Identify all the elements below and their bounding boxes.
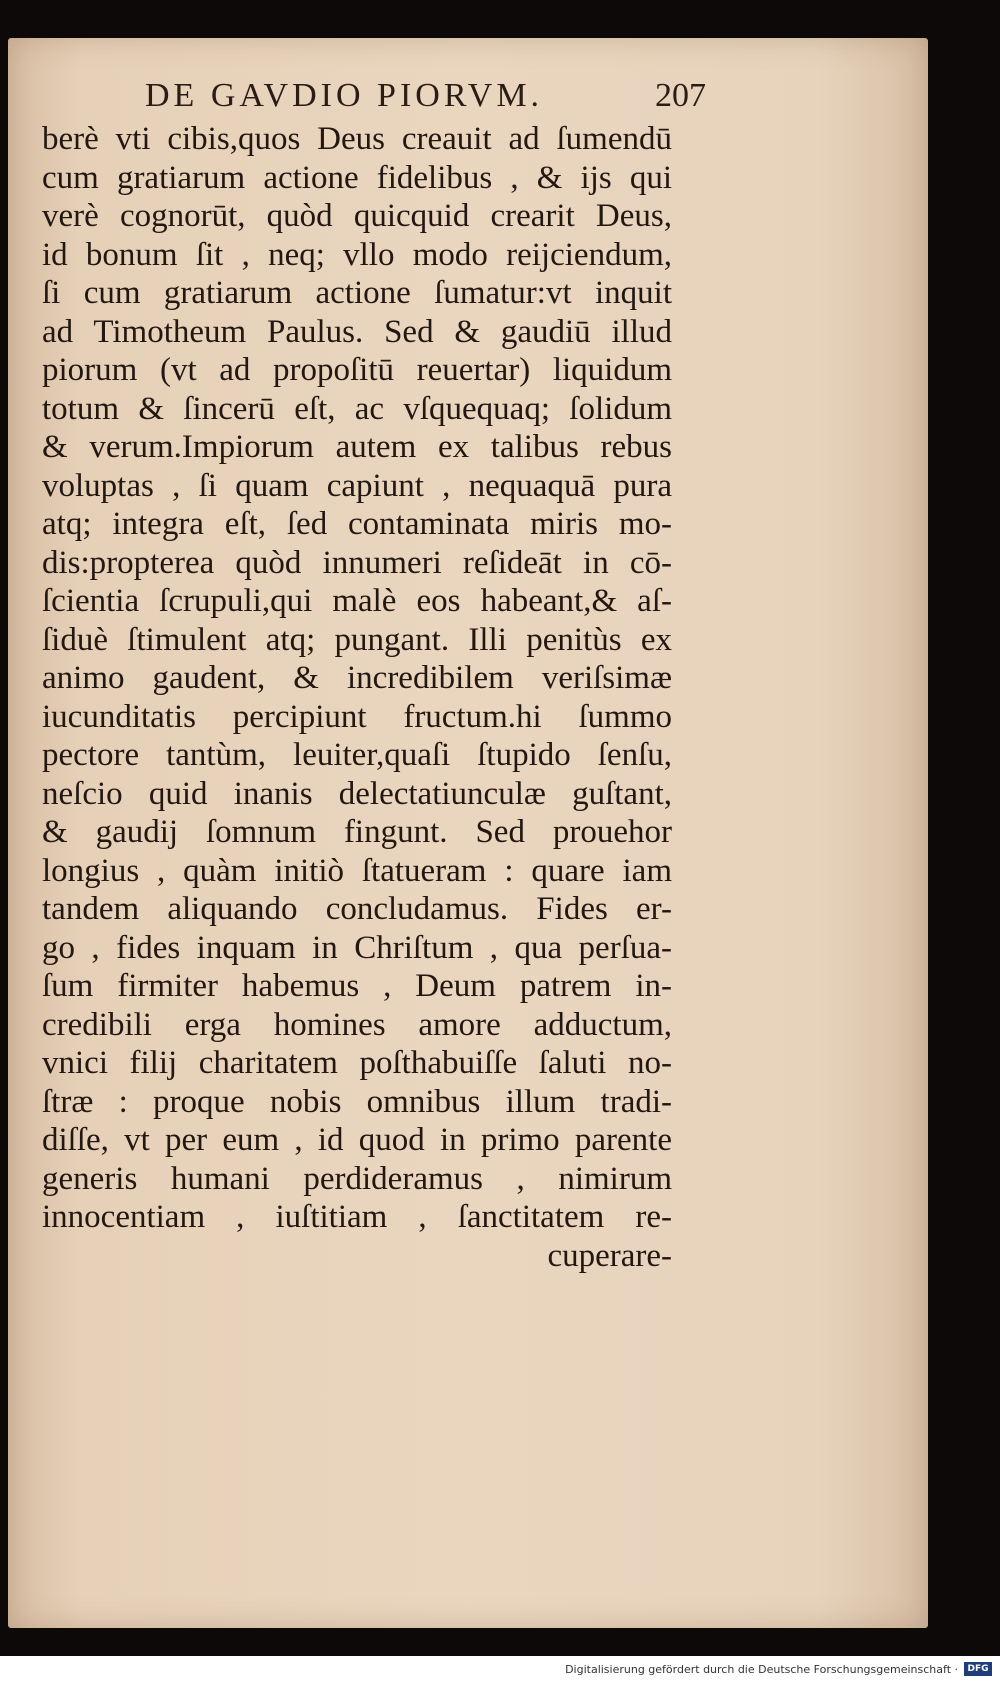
text-line: credibili erga homines amore adductum, xyxy=(42,1006,672,1043)
text-line: generis humani perdideramus , nimirum xyxy=(42,1160,672,1197)
running-head: DE GAVDIO PIORVM. xyxy=(145,77,544,114)
text-line: ſiduè ſtimulent atq; pungant. Illi penitùs ex xyxy=(42,621,672,658)
text-line: id bonum ſit , neq; vllo modo reijciendum, xyxy=(42,236,672,273)
catchword: cuperare- xyxy=(547,1237,672,1274)
text-line: voluptas , ſi quam capiunt , nequaquā pura xyxy=(42,467,672,504)
text-line: animo gaudent, & incredibilem veriſsimæ xyxy=(42,660,672,696)
text-line: atq; integra eſt, ſed contaminata miris mo- xyxy=(42,506,672,542)
text-line: vnici filij charitatem poſthabuiſſe ſaluti no- xyxy=(42,1045,672,1081)
text-line: diſſe, vt per eum , id quod in primo parente xyxy=(42,1122,672,1158)
body-text xyxy=(42,120,672,1275)
dfg-logo-icon: DFG xyxy=(964,1662,992,1676)
text-line: ad Timotheum Paulus. Sed & gaudiū illud xyxy=(42,313,672,350)
footer-bar xyxy=(0,1656,1000,1684)
text-line: ſcientia ſcrupuli,qui malè eos habeant,& aſ- xyxy=(42,583,672,619)
text-line: & verum.Impiorum autem ex talibus rebus xyxy=(42,429,672,465)
text-line: ſtræ : proque nobis omnibus illum tradi- xyxy=(42,1083,672,1120)
page-number: 207 xyxy=(655,77,706,114)
text-line: cum gratiarum actione fidelibus , & ijs qui xyxy=(42,159,672,196)
text-line: longius , quàm initiò ſtatueram : quare iam xyxy=(42,852,672,889)
text-line: iucunditatis percipiunt fructum.hi ſummo xyxy=(42,698,672,735)
text-line: piorum (vt ad propoſitū reuertar) liquidum xyxy=(42,352,672,388)
text-line: verè cognorūt, quòd quicquid crearit Deus, xyxy=(42,198,672,234)
text-line: berè vti cibis,quos Deus creauit ad ſumendū xyxy=(42,121,672,157)
text-line: pectore tantùm, leuiter,quaſi ſtupido ſenſu, xyxy=(42,737,672,773)
text-line: innocentiam , iuſtitiam , ſanctitatem re- xyxy=(42,1199,672,1235)
text-line: & gaudij ſomnum fingunt. Sed prouehor xyxy=(42,814,672,850)
text-line: dis:propterea quòd innumeri reſideāt in cō- xyxy=(42,544,672,581)
text-line: totum & ſincerū eſt, ac vſquequaq; ſolidum xyxy=(42,390,672,427)
text-line: ſi cum gratiarum actione ſumatur:vt inquit xyxy=(42,275,672,311)
text-line: neſcio quid inanis delectatiunculæ guſtant, xyxy=(42,775,672,812)
funding-credit: Digitalisierung gefördert durch die Deutsche Forschungsgemeinschaft · xyxy=(565,1663,958,1676)
text-line: ſum firmiter habemus , Deum patrem in- xyxy=(42,968,672,1004)
text-line: go , fides inquam in Chriſtum , qua perſua- xyxy=(42,929,672,966)
text-line: tandem aliquando concludamus. Fides er- xyxy=(42,891,672,927)
